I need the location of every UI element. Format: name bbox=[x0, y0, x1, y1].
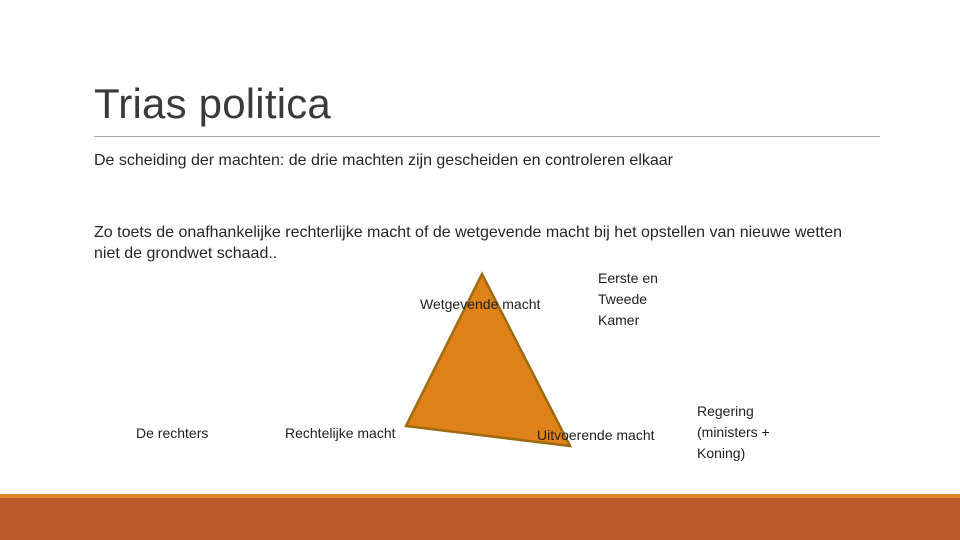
body-paragraph-1: De scheiding der machten: de drie machten zijn gescheiden en controleren elkaar bbox=[94, 152, 674, 169]
label-rechtelijke-macht: Rechtelijke macht bbox=[285, 425, 396, 441]
slide-title: Trias politica bbox=[94, 80, 331, 127]
label-de-rechters: De rechters bbox=[136, 425, 209, 441]
title-divider bbox=[94, 136, 880, 137]
body-paragraph-2: Zo toets de onafhankelijke rechterlijke macht of de wetgevende macht bij het opstellen van nieuwe wetten niet de grondwet schaad.. bbox=[94, 224, 842, 262]
label-wetgevende-macht: Wetgevende macht bbox=[420, 296, 541, 312]
label-eerste-tweede-kamer: Eerste en Tweede Kamer bbox=[598, 270, 658, 328]
footer-bar bbox=[0, 498, 960, 540]
label-regering: Regering (ministers + Koning) bbox=[697, 403, 770, 461]
label-uitvoerende-macht: Uitvoerende macht bbox=[537, 427, 655, 443]
